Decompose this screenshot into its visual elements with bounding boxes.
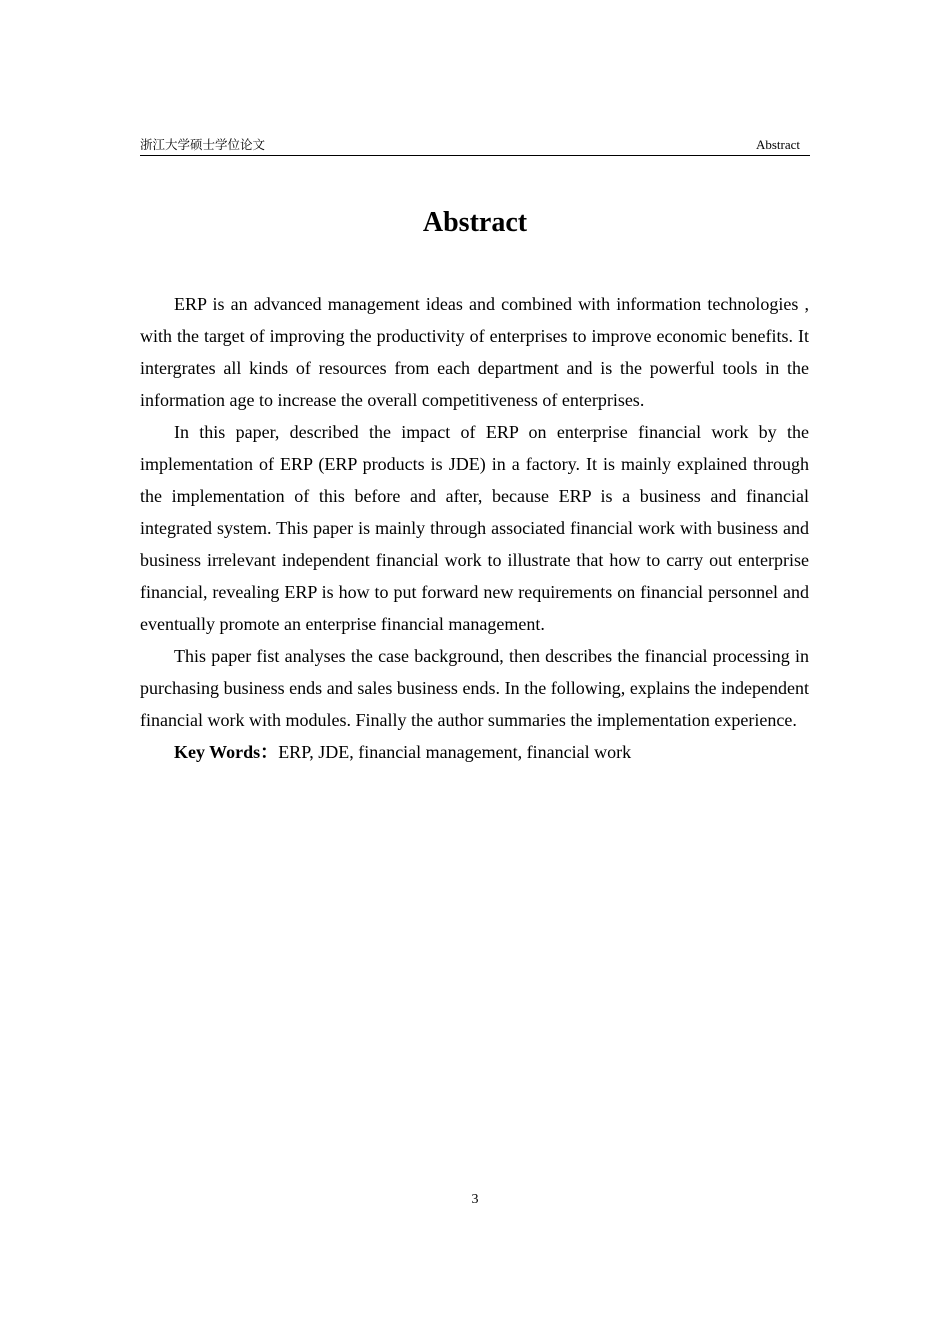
keywords-label: Key Words： bbox=[174, 742, 279, 762]
keywords-line bbox=[140, 736, 809, 768]
header-thesis-label: 浙江大学硕士学位论文 bbox=[140, 137, 266, 152]
keywords-text: ERP, JDE, financial management, financial work bbox=[278, 742, 632, 762]
abstract-paragraph: In this paper, described the impact of ERP on enterprise financial work by the implementation of ERP (ERP products is JDE) in a factory. It is mainly explained through the implementation of this before and after, because ERP is a business and financial integrated system. This paper is mainly through associated financial work with business and business irrelevant independent financial work to illustrate that how to carry out enterprise financial, revealing ERP is how to put forward new requirements on financial personnel and eventually promote an enterprise financial management. bbox=[140, 422, 809, 634]
abstract-paragraph: This paper fist analyses the case background, then describes the financial processing in purchasing business ends and sales business ends. In the following, explains the independent financial work with modules. Finally the author summaries the implementation experience. bbox=[140, 646, 809, 730]
header-section-label: Abstract bbox=[755, 137, 800, 152]
page-title: Abstract bbox=[422, 207, 528, 238]
running-header bbox=[140, 136, 810, 156]
abstract-paragraph: ERP is an advanced management ideas and combined with information technologies , with the target of improving the productivity of enterprises to improve economic benefits. It intergrates all kinds of resources from each department and is the powerful tools in the information age to increase the overall competitiveness of enterprises. bbox=[140, 294, 809, 410]
page-number: 3 bbox=[471, 1192, 479, 1207]
abstract-body bbox=[140, 288, 809, 768]
